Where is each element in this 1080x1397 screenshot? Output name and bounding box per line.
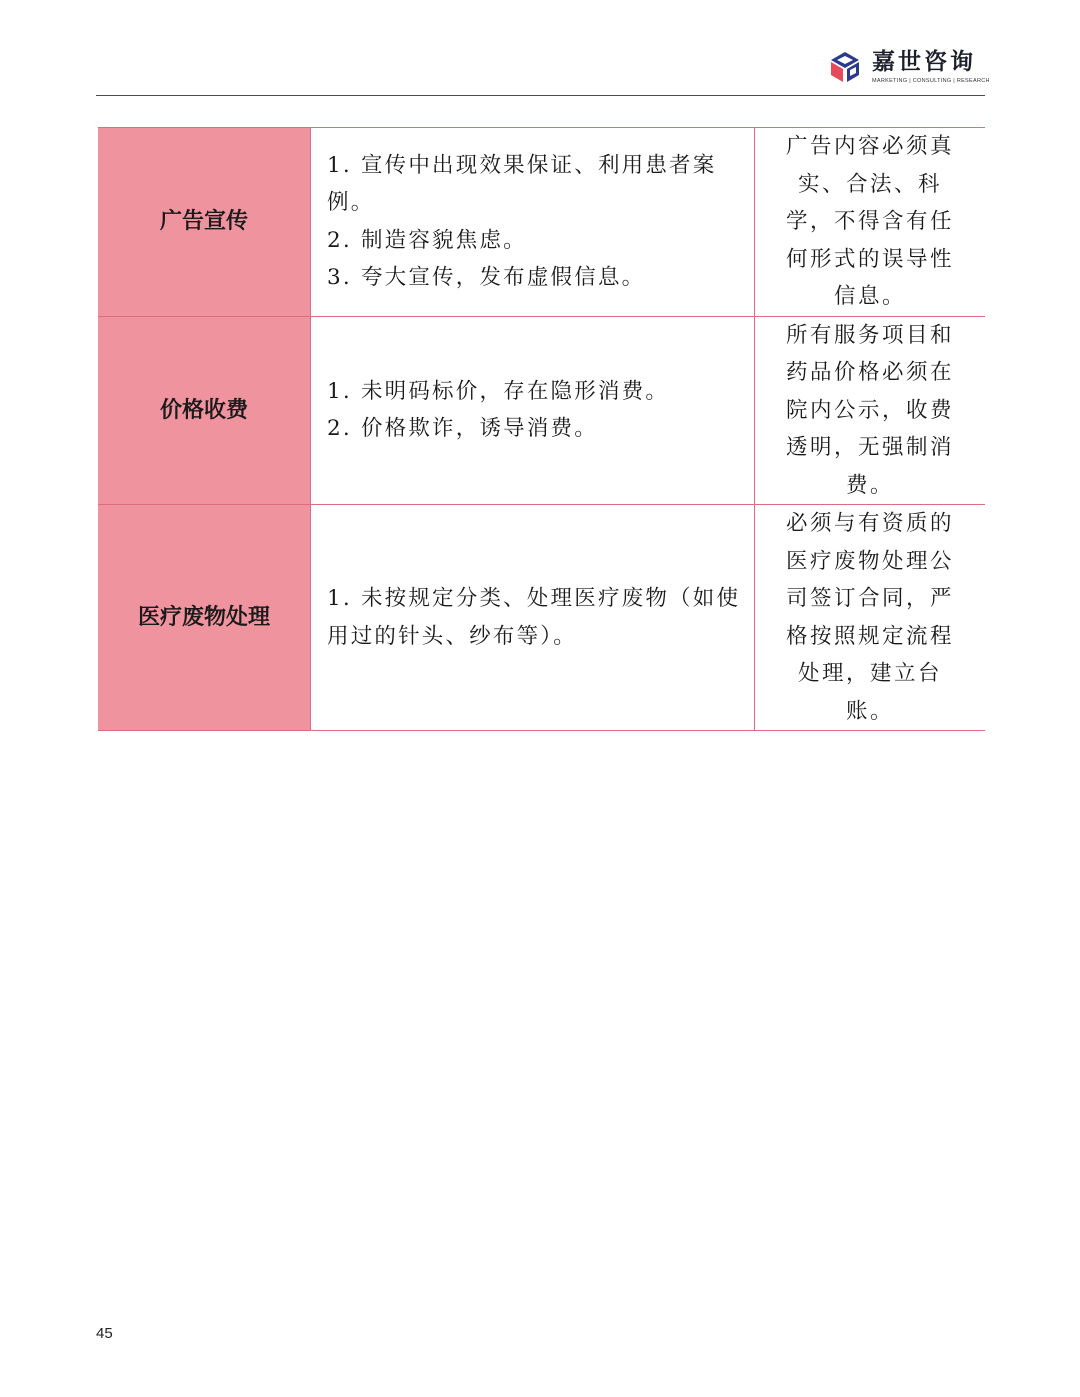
requirement-text: 必须与有资质的医疗废物处理公司签订合同，严格按照规定流程处理，建立台账。: [785, 511, 954, 724]
table-row: [98, 505, 985, 731]
requirement-cell: [755, 316, 986, 505]
issues-cell: [311, 128, 755, 317]
jiashi-cube-logo-icon: [828, 50, 862, 84]
page-number: 45: [96, 1325, 113, 1342]
category-cell: 广告宣传: [98, 128, 311, 317]
requirement-cell: [755, 505, 986, 731]
issue-item: 1. 未明码标价，存在隐形消费。: [327, 378, 670, 404]
table-row: [98, 128, 985, 317]
requirement-text: 所有服务项目和药品价格必须在院内公示，收费透明，无强制消费。: [785, 322, 954, 498]
brand-name: 嘉世咨询: [872, 49, 976, 75]
requirement-text: 广告内容必须真实、合法、科学，不得含有任何形式的误导性信息。: [785, 134, 954, 309]
compliance-table: [98, 127, 985, 731]
issues-cell: [311, 505, 755, 731]
header-divider: [96, 95, 985, 96]
brand-tagline: MARKETING | CONSULTING | RESEARCH: [872, 78, 990, 84]
issue-item: 2. 价格欺诈，诱导消费。: [327, 416, 598, 442]
issue-item: 1. 未按规定分类、处理医疗废物（如使用过的针头、纱布等）。: [327, 586, 741, 649]
category-cell: 医疗废物处理: [98, 505, 311, 731]
issue-item: 2. 制造容貌焦虑。: [327, 227, 527, 253]
category-cell: 价格收费: [98, 316, 311, 505]
page-header: [0, 0, 1080, 96]
table-row: [98, 316, 985, 505]
issues-cell: [311, 316, 755, 505]
brand-logo: [828, 48, 988, 88]
requirement-cell: [755, 128, 986, 317]
issue-item: 3. 夸大宣传，发布虚假信息。: [327, 265, 646, 291]
issue-item: 1. 宣传中出现效果保证、利用患者案例。: [327, 152, 717, 216]
